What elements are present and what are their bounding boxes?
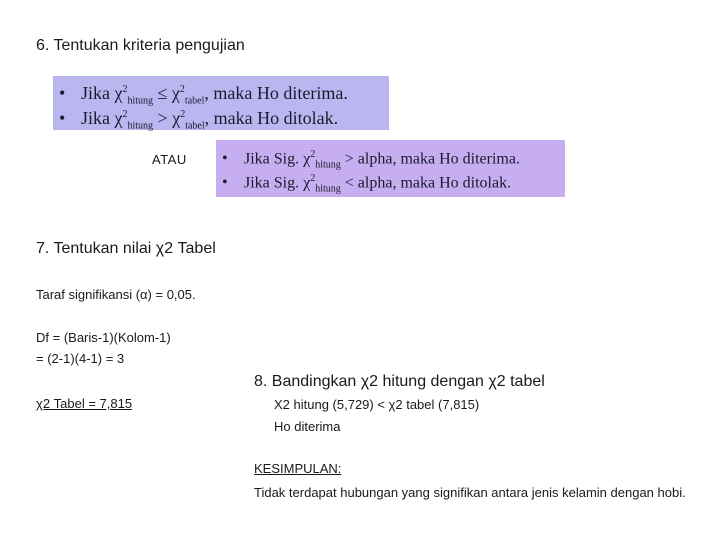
- criteria-sub: hitung: [127, 95, 154, 107]
- criteria-box-chi-square: [53, 76, 389, 130]
- bullet-icon: •: [59, 83, 66, 103]
- df-calculation: = (2-1)(4-1) = 3: [36, 351, 125, 366]
- criteria-sup: 2: [180, 109, 186, 120]
- criteria-sup: 2: [310, 173, 316, 184]
- result-line: Ho diterima: [274, 419, 341, 434]
- criteria-sub: tabel: [184, 95, 205, 107]
- atau-label: ATAU: [152, 152, 187, 167]
- criteria-text: Jika χ: [81, 108, 123, 128]
- criteria-sub: hitung: [127, 120, 154, 132]
- comparison-line: X2 hitung (5,729) < χ2 tabel (7,815): [274, 397, 480, 412]
- kesimpulan-label: KESIMPULAN:: [254, 461, 342, 476]
- bullet-icon: •: [222, 174, 228, 192]
- kesimpulan-text: Tidak terdapat hubungan yang signifikan antara jenis kelamin dengan hobi.: [254, 485, 686, 500]
- criteria-accept-row: [59, 78, 389, 107]
- criteria-sup: 2: [179, 84, 185, 95]
- sig-accept-row: [222, 144, 565, 171]
- criteria-text: , maka Ho ditolak.: [204, 108, 339, 128]
- alpha-line: Taraf signifikansi (α) = 0,05.: [36, 287, 196, 302]
- bullet-icon: •: [59, 108, 66, 128]
- criteria-operator: ≤ χ: [153, 83, 180, 103]
- criteria-sup: 2: [122, 84, 128, 95]
- chi-tabel-value: χ2 Tabel = 7,815: [36, 396, 133, 411]
- criteria-text: > alpha, maka Ho diterima.: [340, 150, 520, 168]
- criteria-text: < alpha, maka Ho ditolak.: [340, 174, 512, 192]
- criteria-text: , maka Ho diterima.: [204, 83, 348, 103]
- criteria-sub: hitung: [315, 159, 341, 171]
- criteria-sub: tabel: [185, 120, 205, 132]
- criteria-sup: 2: [310, 149, 316, 160]
- df-formula: Df = (Baris-1)(Kolom-1): [36, 330, 171, 345]
- section-6-title: 6. Tentukan kriteria pengujian: [36, 37, 245, 54]
- criteria-text: Jika χ: [81, 83, 123, 103]
- bullet-icon: •: [222, 150, 228, 168]
- section-8-title: 8. Bandingkan χ2 hitung dengan χ2 tabel: [254, 373, 545, 390]
- criteria-sub: hitung: [315, 183, 341, 195]
- criteria-sup: 2: [122, 109, 128, 120]
- criteria-box-significance: [216, 140, 565, 197]
- criteria-text: Jika Sig. χ: [244, 150, 311, 168]
- criteria-text: Jika Sig. χ: [244, 174, 311, 192]
- criteria-reject-row: [59, 103, 389, 132]
- section-7-title: 7. Tentukan nilai χ2 Tabel: [36, 240, 216, 257]
- criteria-operator: > χ: [153, 108, 181, 128]
- sig-reject-row: [222, 168, 565, 195]
